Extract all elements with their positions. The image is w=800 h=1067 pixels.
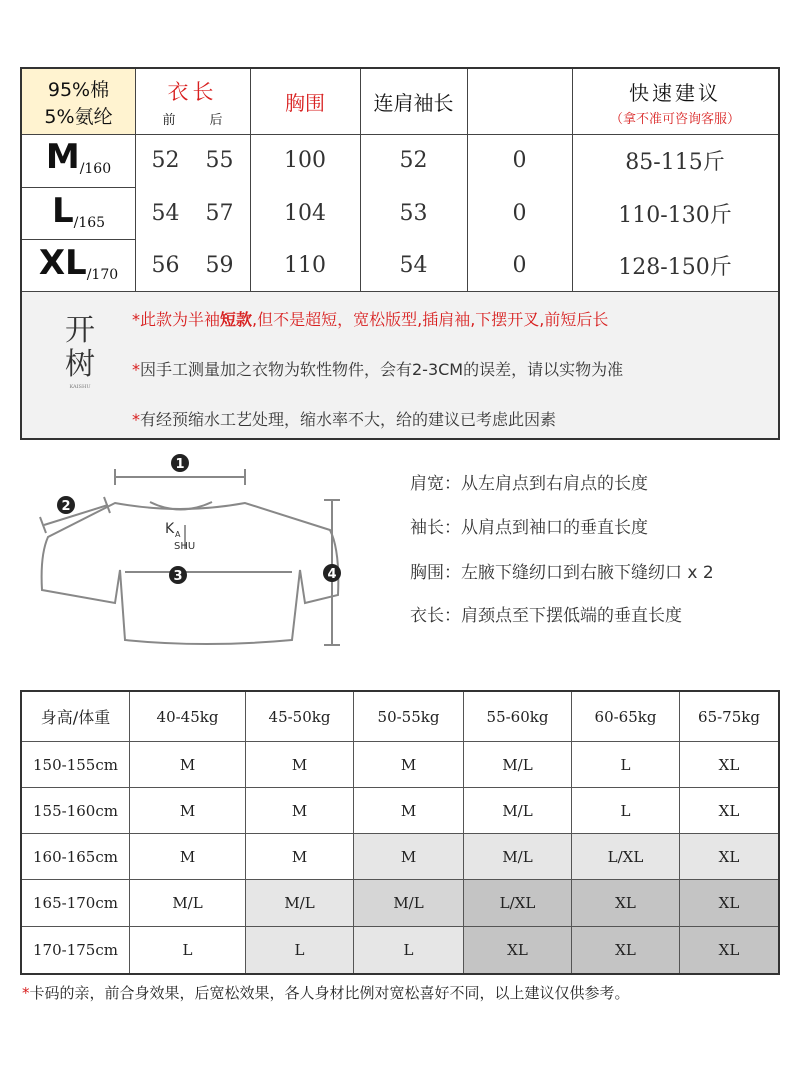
weight-header: 45-50kg <box>246 692 354 742</box>
weight-header: 55-60kg <box>464 692 572 742</box>
chest-value: 110 <box>284 252 326 278</box>
footer-note <box>22 982 630 1003</box>
hw-cell: XL <box>680 742 778 788</box>
weight-header: 40-45kg <box>130 692 246 742</box>
shirt-outline <box>42 503 339 644</box>
hw-cell: M/L <box>246 880 354 927</box>
legend-text: 从左肩点到右肩点的长度 <box>461 474 648 494</box>
size-letter: M <box>45 137 80 177</box>
hw-cell: L <box>572 788 680 834</box>
note-star: * <box>132 360 140 379</box>
chest-value: 100 <box>284 148 326 173</box>
legend-sleeve <box>410 513 648 538</box>
legend-label: 胸围： <box>410 563 461 583</box>
hw-cell: M <box>130 742 246 788</box>
length-back: 55 <box>205 148 234 173</box>
note-3 <box>132 407 556 430</box>
hw-cell: XL <box>680 927 778 973</box>
legend-label: 衣长： <box>410 606 461 626</box>
length-l <box>135 187 250 239</box>
brand-logo <box>60 314 100 390</box>
hw-cell: M <box>354 834 464 880</box>
legend-length <box>410 601 682 626</box>
height-label: 170-175cm <box>22 927 130 973</box>
note-1 <box>132 307 608 330</box>
length-back: 59 <box>205 252 234 278</box>
header-back-label: 后 <box>209 112 223 128</box>
note-1-c: ,但不是超短，宽松版型,插肩袖,下摆开叉,前短后长 <box>252 310 609 329</box>
height-label: 155-160cm <box>22 788 130 834</box>
note-star: * <box>132 310 140 329</box>
hw-cell: L/XL <box>464 880 572 927</box>
shirt-logo-a: A <box>175 530 181 539</box>
size-label-m <box>22 134 135 187</box>
header-front-label: 前 <box>162 112 176 128</box>
legend-shoulder <box>410 469 648 494</box>
sleeve-value: 53 <box>399 200 428 226</box>
hw-cell: M/L <box>354 880 464 927</box>
extra-value: 0 <box>512 200 527 226</box>
chest-value: 104 <box>284 200 326 226</box>
size-chart-table <box>20 67 780 440</box>
note-2 <box>132 357 623 380</box>
shirt-logo-shu: SHU <box>174 541 196 552</box>
hw-cell: M/L <box>130 880 246 927</box>
note-1-b: 短款 <box>220 310 253 329</box>
header-chest: 胸围 <box>285 91 325 115</box>
weight-header: 60-65kg <box>572 692 680 742</box>
length-front: 52 <box>151 148 180 173</box>
size-height: /165 <box>73 215 106 231</box>
garment-diagram <box>30 445 370 655</box>
advice-value: 110-130斤 <box>618 202 732 228</box>
material-cell <box>22 69 135 134</box>
hw-cell: XL <box>680 788 778 834</box>
hw-cell: M <box>130 834 246 880</box>
marker-3-label: 3 <box>173 569 183 584</box>
shirt-logo-k: K <box>165 521 175 537</box>
height-weight-table <box>20 690 780 975</box>
note-3-text: 有经预缩水工艺处理，缩水率不大，给的建议已考虑此因素 <box>140 410 557 429</box>
sleeve-value: 52 <box>399 148 428 173</box>
header-length-label: 衣长 <box>167 79 218 104</box>
material-line-1: 95%棉 <box>47 78 110 101</box>
brand-char: 树 <box>65 347 95 382</box>
note-1-a: 此款为半袖 <box>140 310 221 329</box>
sleeve-value: 54 <box>399 252 428 278</box>
extra-value: 0 <box>512 252 527 278</box>
hw-cell: M <box>130 788 246 834</box>
hw-cell: XL <box>680 834 778 880</box>
hw-cell: L <box>354 927 464 973</box>
legend-text: 左腋下缝纫口到右腋下缝纫口 x 2 <box>461 563 714 583</box>
header-advice <box>572 69 778 134</box>
height-label: 160-165cm <box>22 834 130 880</box>
note-star: * <box>132 410 140 429</box>
hw-cell: L <box>130 927 246 973</box>
size-letter: L <box>51 191 74 231</box>
advice-value: 85-115斤 <box>625 150 725 175</box>
legend-label: 肩宽： <box>410 474 461 494</box>
hw-cell: M/L <box>464 742 572 788</box>
footer-star: * <box>22 984 30 1002</box>
length-front: 56 <box>151 252 180 278</box>
size-label-xl <box>22 239 135 291</box>
header-advice-note: （拿不准可咨询客服） <box>609 111 740 127</box>
header-sleeve: 连肩袖长 <box>373 91 454 115</box>
hw-cell: M <box>246 742 354 788</box>
size-height: /170 <box>86 267 119 283</box>
hw-cell: M/L <box>464 834 572 880</box>
height-label: 165-170cm <box>22 880 130 927</box>
length-m <box>135 134 250 187</box>
footer-text: 卡码的亲，前合身效果，后宽松效果，各人身材比例对宽松喜好不同，以上建议仅供参考。 <box>29 984 630 1002</box>
header-length <box>135 69 250 134</box>
header-advice-label: 快速建议 <box>629 80 721 105</box>
size-height: /160 <box>79 161 112 177</box>
hw-cell: M <box>246 834 354 880</box>
length-back: 57 <box>205 200 234 226</box>
height-label: 150-155cm <box>22 742 130 788</box>
hw-cell: L <box>572 742 680 788</box>
note-2-text: 因手工测量加之衣物为软性物件，会有2-3CM的误差，请以实物为准 <box>140 360 624 379</box>
length-xl <box>135 239 250 291</box>
size-letter: XL <box>38 243 87 283</box>
extra-value: 0 <box>512 148 527 173</box>
legend-label: 袖长： <box>410 518 461 538</box>
hw-cell: M <box>354 742 464 788</box>
hw-cell: L/XL <box>572 834 680 880</box>
marker-2-label: 2 <box>61 499 71 514</box>
advice-value: 128-150斤 <box>618 254 732 280</box>
material-line-2: 5%氨纶 <box>44 105 113 128</box>
hw-cell: L <box>246 927 354 973</box>
legend-chest <box>410 558 714 583</box>
legend-text: 肩颈点至下摆低端的垂直长度 <box>461 606 682 626</box>
marker-1-label: 1 <box>175 457 185 472</box>
brand-small: KAISHU <box>69 384 91 390</box>
hw-cell: XL <box>464 927 572 973</box>
size-label-l <box>22 187 135 239</box>
hw-cell: M <box>246 788 354 834</box>
hw-cell: M/L <box>464 788 572 834</box>
weight-header: 50-55kg <box>354 692 464 742</box>
hw-corner: 身高/体重 <box>22 692 130 742</box>
weight-header: 65-75kg <box>680 692 778 742</box>
length-front: 54 <box>151 200 180 226</box>
marker-4-label: 4 <box>327 567 337 582</box>
brand-char: 开 <box>65 313 95 348</box>
hw-cell: XL <box>572 880 680 927</box>
hw-cell: XL <box>680 880 778 927</box>
hw-cell: M <box>354 788 464 834</box>
header-blank <box>467 69 572 134</box>
legend-text: 从肩点到袖口的垂直长度 <box>461 518 648 538</box>
hw-cell: XL <box>572 927 680 973</box>
